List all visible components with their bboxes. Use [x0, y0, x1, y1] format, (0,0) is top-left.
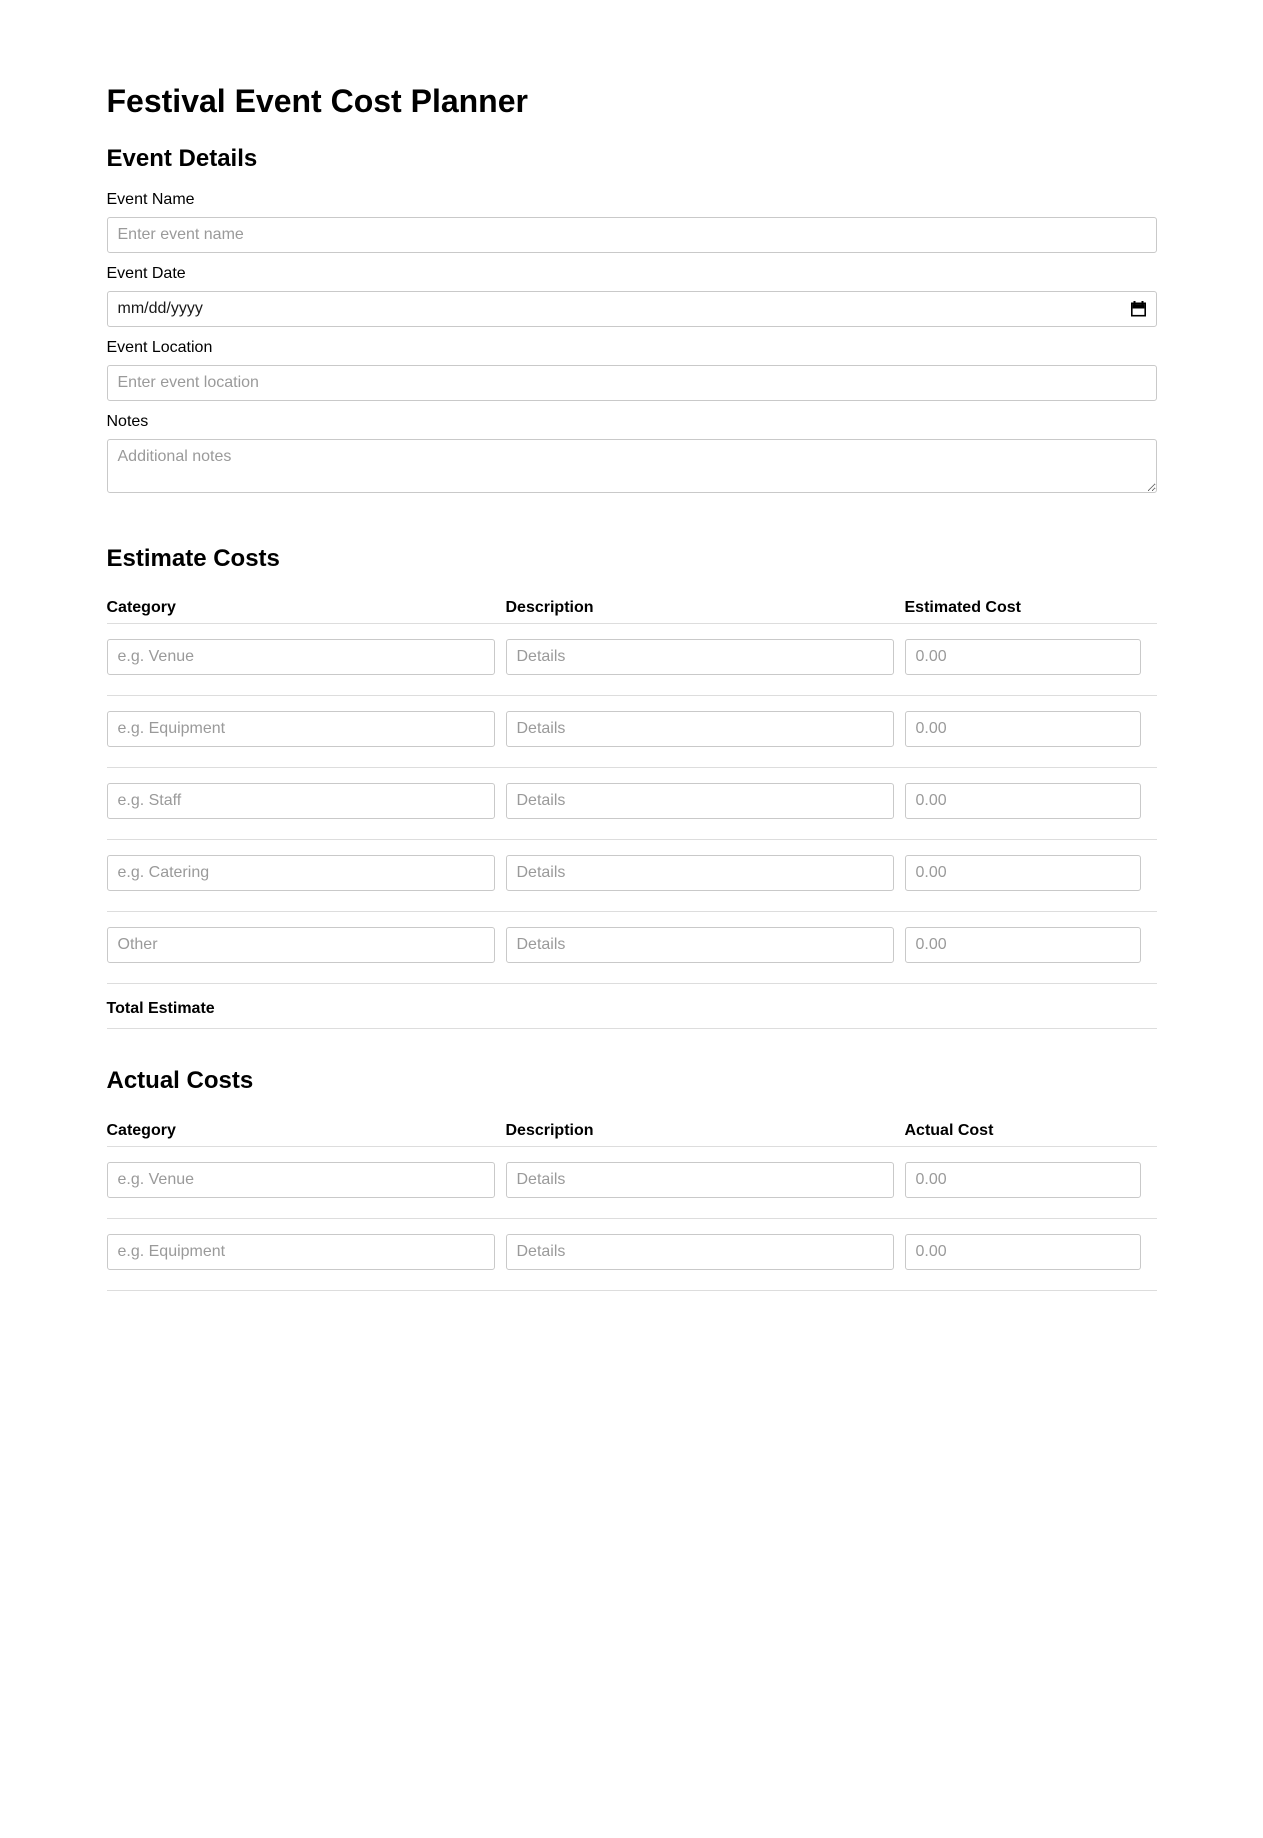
estimate-description-input-2[interactable]	[506, 711, 894, 747]
estimate-row-4	[107, 840, 1157, 912]
estimate-costs-heading: Estimate Costs	[106, 544, 280, 572]
actual-header-category: Category	[106, 1121, 176, 1139]
event-location-label: Event Location	[106, 338, 213, 356]
actual-description-input-1[interactable]	[506, 1162, 894, 1198]
page-title: Festival Event Cost Planner	[106, 83, 528, 119]
actual-header-cost: Actual Cost	[904, 1121, 994, 1139]
calendar-icon[interactable]	[1130, 301, 1147, 317]
actual-category-input-2[interactable]	[107, 1234, 495, 1270]
actual-costs-heading: Actual Costs	[106, 1067, 254, 1095]
estimate-header-category: Category	[106, 599, 176, 617]
total-estimate-row	[107, 984, 1157, 1029]
estimate-cost-input-2[interactable]	[905, 711, 1141, 747]
event-date-label: Event Date	[106, 264, 186, 282]
estimate-row-5	[107, 912, 1157, 984]
notes-label: Notes	[106, 412, 149, 430]
event-name-input[interactable]	[107, 217, 1157, 253]
actual-row-1	[107, 1147, 1157, 1219]
estimate-cost-input-5[interactable]	[905, 927, 1141, 963]
actual-table-header	[107, 1122, 1157, 1147]
event-date-wrap	[107, 291, 1157, 327]
estimate-cost-input-3[interactable]	[905, 783, 1141, 819]
notes-textarea[interactable]	[107, 439, 1157, 493]
estimate-category-input-4[interactable]	[107, 855, 495, 891]
estimate-cost-input-4[interactable]	[905, 855, 1141, 891]
estimate-description-input-1[interactable]	[506, 639, 894, 675]
estimate-description-input-3[interactable]	[506, 783, 894, 819]
actual-cost-input-2[interactable]	[905, 1234, 1141, 1270]
actual-cost-input-1[interactable]	[905, 1162, 1141, 1198]
actual-row-2	[107, 1219, 1157, 1291]
event-location-input[interactable]	[107, 365, 1157, 401]
estimate-row-1	[107, 624, 1157, 696]
event-date-field	[107, 265, 1157, 327]
actual-category-input-1[interactable]	[107, 1162, 495, 1198]
estimate-category-input-2[interactable]	[107, 711, 495, 747]
event-details-heading: Event Details	[106, 145, 258, 173]
estimate-description-input-4[interactable]	[506, 855, 894, 891]
event-location-field	[107, 339, 1157, 401]
estimate-description-input-5[interactable]	[506, 927, 894, 963]
estimate-costs-table	[107, 599, 1157, 1029]
notes-field	[107, 413, 1157, 493]
estimate-category-input-3[interactable]	[107, 783, 495, 819]
actual-description-input-2[interactable]	[506, 1234, 894, 1270]
event-date-input[interactable]	[107, 291, 1157, 327]
estimate-row-2	[107, 696, 1157, 768]
estimate-header-description: Description	[505, 599, 594, 617]
estimate-category-input-5[interactable]	[107, 927, 495, 963]
estimate-table-header	[107, 599, 1157, 624]
page-container	[107, 0, 1157, 1291]
estimate-row-3	[107, 768, 1157, 840]
actual-header-description: Description	[505, 1121, 594, 1139]
event-name-label: Event Name	[106, 190, 195, 208]
estimate-cost-input-1[interactable]	[905, 639, 1141, 675]
actual-costs-table	[107, 1122, 1157, 1291]
event-name-field	[107, 191, 1157, 253]
estimate-header-cost: Estimated Cost	[904, 599, 1021, 617]
estimate-category-input-1[interactable]	[107, 639, 495, 675]
total-estimate-label: Total Estimate	[106, 1000, 215, 1018]
